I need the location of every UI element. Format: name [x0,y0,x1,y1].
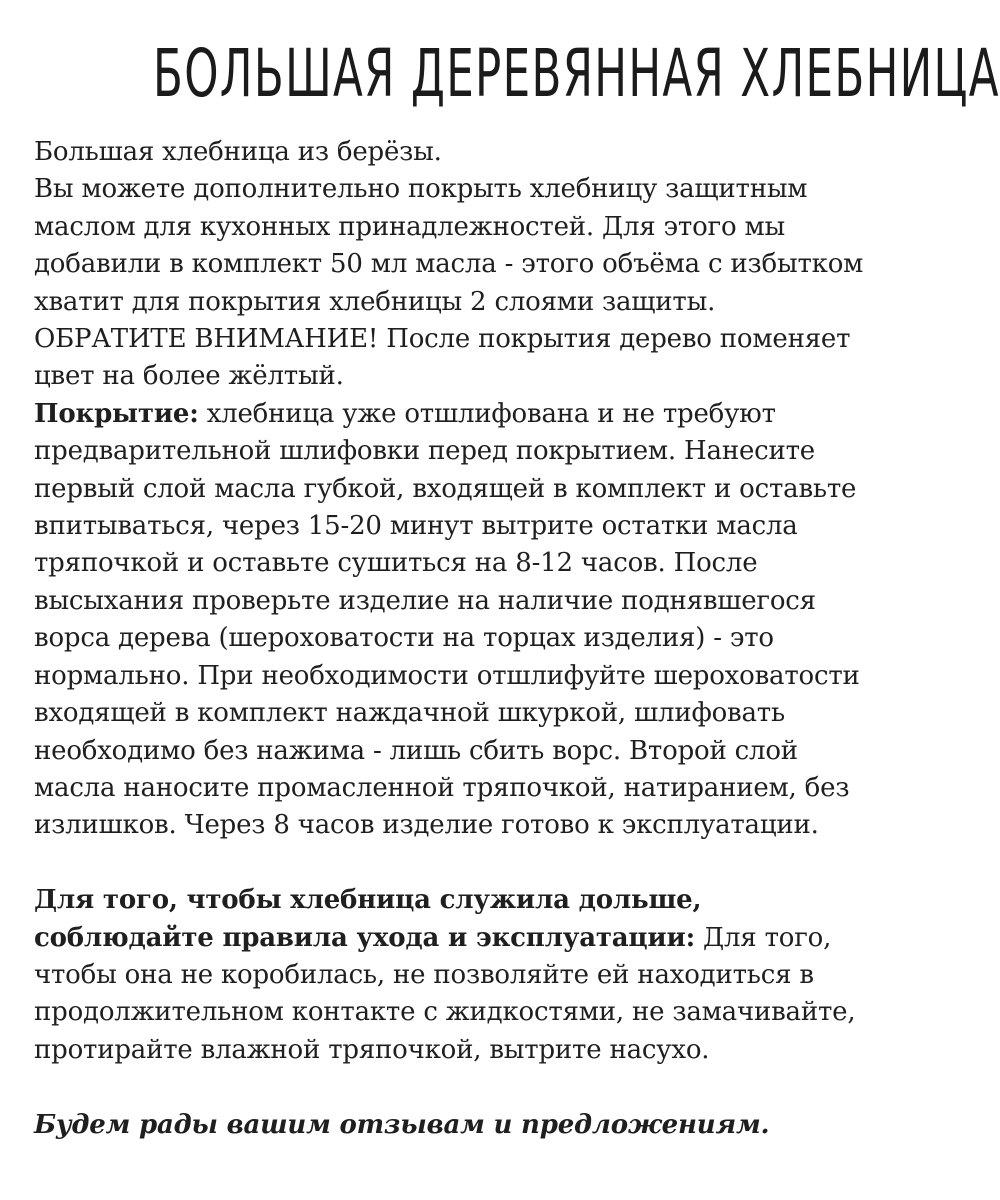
care-label: Для того, чтобы хлебница служила дольше, соблюдайте правила ухода и эксплуатации: [34,885,702,953]
coating-text: хлебница уже отшлифована и не требуют предварительной шлифовки перед покрытием. Нанесите первый слой масла губкой, входящей в комплект и оставьте впитываться, через 15-20 минут вытрите остатки масла тряпочкой и оставьте сушиться на 8-12 часов. После высыхания проверьте изделие на наличие поднявшегося ворса дерева (шероховатости на торцах изделия) - это нормально. При необходимости отшлифуйте шероховатости входящей в комплект наждачной шкуркой, шлифовать необходимо без нажима - лишь сбить ворс. Второй слой масла наносите промасленной тряпочкой, натиранием, без излишков. Через 8 часов изделие готово к эксплуатации. [34,398,860,841]
care-text: Для того, чтобы она не коробилась, не позволяйте ей находиться в продолжительном контакте с жидкостями, не замачивайте, протирайте влажной тряпочкой, вытрите насухо. [34,922,856,1065]
coating-paragraph [34,396,880,845]
page-title: БОЛЬШАЯ ДЕРЕВЯННАЯ ХЛЕБНИЦА [153,35,1000,112]
instruction-text [34,134,880,1144]
paragraph-spacer [34,1069,880,1106]
closing-line: Будем рады вашим отзывам и предложениям. [34,1109,770,1140]
intro-line-3: ОБРАТИТЕ ВНИМАНИЕ! После покрытия дерево поменяет цвет на более жёлтый. [34,324,851,392]
care-paragraph [34,882,880,1069]
coating-label: Покрытие: [34,398,199,429]
intro-line-1: Большая хлебница из берёзы. [34,137,442,167]
paragraph-spacer [34,845,880,882]
intro-line-2: Вы можете дополнительно покрыть хлебницу защитным маслом для кухонных принадлежностей. Для этого мы добавили в комплект 50 мл масла - этого объёма с избытком хватит для покрытия хлебницы 2 слоями защиты. [34,174,864,317]
